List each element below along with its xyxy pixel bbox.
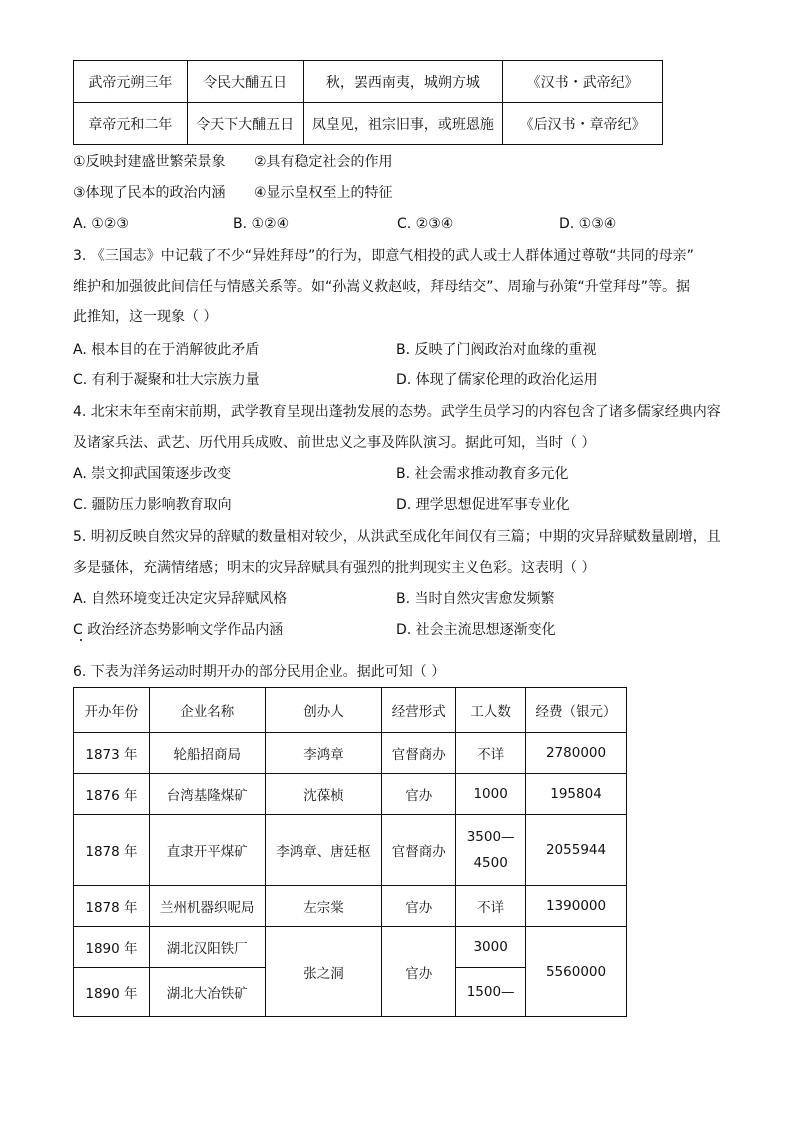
- header-cell: 经费（银元）: [526, 688, 627, 733]
- header-cell: 企业名称: [149, 688, 265, 733]
- table-cell: 195804: [526, 774, 627, 815]
- table-cell: 张之洞: [265, 927, 382, 1017]
- table-cell: 沈葆桢: [265, 774, 382, 815]
- q2-option-c[interactable]: C. ②③④: [397, 216, 454, 232]
- q5-stem-line: 多是骚体，充满情绪感；明末的灾异辞赋具有强烈的批判现实主义色彩。这表明（ ）: [73, 560, 596, 576]
- table-cell: 官督商办: [382, 815, 456, 886]
- header-cell: 创办人: [265, 688, 382, 733]
- table-cell: 1876 年: [74, 774, 150, 815]
- q3-stem-line: 3. 《三国志》中记载了不少“异姓拜母”的行为，即意气相投的武人或士人群体通过尊敬“共同的母亲”: [73, 248, 694, 264]
- q4-option-d[interactable]: D. 理学思想促进军事专业化: [396, 497, 570, 513]
- q3-option-a[interactable]: A. 根本目的在于消解彼此矛盾: [73, 342, 260, 358]
- q3-option-c[interactable]: C. 有利于凝聚和壮大宗族力量: [73, 372, 260, 388]
- table-cell: 1390000: [526, 886, 627, 927]
- header-cell: 经营形式: [382, 688, 456, 733]
- statement-3: ③体现了民本的政治内涵: [73, 185, 226, 201]
- table-cell: 直隶开平煤矿: [149, 815, 265, 886]
- table-cell: 官督商办: [382, 733, 456, 774]
- q5-option-c[interactable]: C 政治经济态势影响文学作品内涵: [73, 622, 284, 638]
- table-cell: 湖北大冶铁矿: [149, 968, 265, 1017]
- table-cell: 1878 年: [74, 815, 150, 886]
- header-cell: 开办年份: [74, 688, 150, 733]
- table-cell: 官办: [382, 774, 456, 815]
- q2-option-d[interactable]: D. ①③④: [559, 216, 617, 232]
- q4-stem-line: 4. 北宋末年至南宋前期，武学教育呈现出蓬勃发展的态势。武学生员学习的内容包含了诸多儒家经典内容: [73, 404, 721, 420]
- table-cell: 1000: [456, 774, 526, 815]
- decree-table: [73, 60, 663, 145]
- q5-stem-line: 5. 明初反映自然灾异的辞赋的数量相对较少，从洪武至成化年间仅有三篇；中期的灾异辞赋数量剧增，且: [73, 529, 721, 545]
- q6-stem: 6. 下表为洋务运动时期开办的部分民用企业。据此可知（ ）: [73, 664, 446, 680]
- table-cell: 1890 年: [74, 927, 150, 968]
- table-row: [74, 733, 627, 774]
- table-cell: 湖北汉阳铁厂: [149, 927, 265, 968]
- table-cell: 2055944: [526, 815, 627, 886]
- statement-1: ①反映封建盛世繁荣景象: [73, 154, 226, 170]
- table-cell: 秋，罢西南夷，城朔方城: [303, 61, 503, 103]
- table-cell: 台湾基隆煤矿: [149, 774, 265, 815]
- table-cell: 凤皇见，祖宗旧事，或班恩施: [303, 103, 503, 145]
- table-cell: 1890 年: [74, 968, 150, 1017]
- table-cell: 兰州机器织呢局: [149, 886, 265, 927]
- table-cell: 3000: [456, 927, 526, 968]
- table-header-row: [74, 688, 627, 733]
- q3-option-b[interactable]: B. 反映了门阀政治对血缘的重视: [396, 342, 597, 358]
- q3-option-d[interactable]: D. 体现了儒家伦理的政治化运用: [396, 372, 598, 388]
- table-row: [74, 774, 627, 815]
- table-cell: 《后汉书・章帝纪》: [503, 103, 663, 145]
- table-cell: [456, 815, 526, 886]
- table-cell: 2780000: [526, 733, 627, 774]
- table-cell: 左宗棠: [265, 886, 382, 927]
- table-cell: 5560000: [526, 927, 627, 1017]
- q4-stem-line: 及诸家兵法、武艺、历代用兵成败、前世忠义之事及阵队演习。据此可知，当时（ ）: [73, 435, 596, 451]
- table-row: [74, 927, 627, 968]
- table-cell: 官办: [382, 927, 456, 1017]
- table-cell: 李鸿章、唐廷枢: [265, 815, 382, 886]
- q5-option-b[interactable]: B. 当时自然灾害愈发频繁: [396, 591, 555, 607]
- q5-option-a[interactable]: A. 自然环境变迁决定灾异辞赋风格: [73, 591, 288, 607]
- enterprise-table: [73, 687, 627, 1017]
- table-cell: 《汉书・武帝纪》: [503, 61, 663, 103]
- workers-range-start: 3500—: [466, 829, 515, 845]
- table-row: [74, 61, 663, 103]
- statement-2: ②具有稳定社会的作用: [254, 154, 393, 170]
- q3-stem-line: 此推知，这一现象（ ）: [73, 309, 218, 325]
- q3-stem-line: 维护和加强彼此间信任与情感关系等。如“孙嵩义救赵岐，拜母结交”、周瑜与孙策“升堂拜母”等。据: [73, 279, 691, 295]
- table-cell: 不详: [456, 886, 526, 927]
- stray-dot: [80, 639, 82, 641]
- table-cell: 1873 年: [74, 733, 150, 774]
- q5-option-d[interactable]: D. 社会主流思想逐渐变化: [396, 622, 556, 638]
- table-cell: 李鸿章: [265, 733, 382, 774]
- table-cell: 1500—: [456, 968, 526, 1017]
- header-cell: 工人数: [456, 688, 526, 733]
- table-cell: 武帝元朔三年: [74, 61, 188, 103]
- table-row: [74, 815, 627, 886]
- table-cell: 令天下大酺五日: [187, 103, 303, 145]
- statement-4: ④显示皇权至上的特征: [254, 185, 393, 201]
- table-cell: 官办: [382, 886, 456, 927]
- q4-option-b[interactable]: B. 社会需求推动教育多元化: [396, 466, 569, 482]
- workers-range-end: 4500: [473, 855, 508, 871]
- q2-option-a[interactable]: A. ①②③: [73, 216, 129, 232]
- table-cell: 不详: [456, 733, 526, 774]
- table-cell: 1878 年: [74, 886, 150, 927]
- table-row: [74, 886, 627, 927]
- q4-option-c[interactable]: C. 疆防压力影响教育取向: [73, 497, 232, 513]
- q4-option-a[interactable]: A. 崇文抑武国策逐步改变: [73, 466, 232, 482]
- table-row: [74, 103, 663, 145]
- table-cell: 令民大酺五日: [187, 61, 303, 103]
- table-cell: 轮船招商局: [149, 733, 265, 774]
- q2-option-b[interactable]: B. ①②④: [233, 216, 290, 232]
- table-cell: 章帝元和二年: [74, 103, 188, 145]
